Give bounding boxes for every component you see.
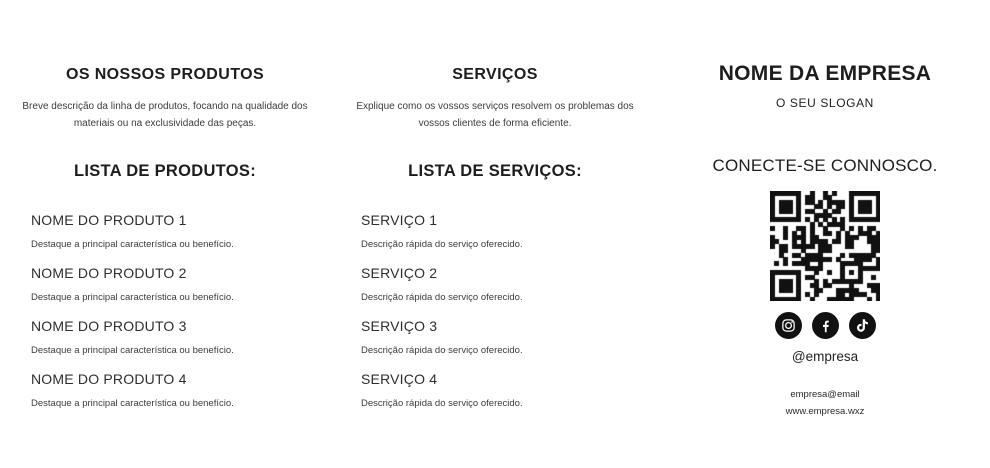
company-email: empresa@email: [790, 389, 860, 400]
product-name: NOME DO PRODUTO 2: [31, 265, 187, 281]
qr-code: [770, 191, 880, 301]
services-description: Explique como os vossos serviços resolvem os problemas dos vossos clientes de forma eficiente.: [356, 101, 634, 129]
product-name: NOME DO PRODUTO 4: [31, 371, 187, 387]
products-panel: [0, 0, 330, 468]
social-handle: @empresa: [791, 349, 859, 364]
services-list-title: LISTA DE SERVIÇOS:: [408, 162, 582, 180]
company-panel: [660, 0, 990, 468]
company-slogan: O SEU SLOGAN: [776, 96, 874, 110]
list-item: [31, 318, 330, 356]
instagram-icon: [775, 312, 802, 339]
list-item: [361, 318, 660, 356]
service-name: SERVIÇO 3: [361, 318, 438, 334]
list-item: [31, 212, 330, 250]
list-item: [361, 212, 660, 250]
company-name: NOME DA EMPRESA: [718, 62, 932, 85]
services-panel: [330, 0, 660, 468]
product-description: Destaque a principal característica ou benefício.: [31, 345, 234, 356]
products-description: Breve descrição da linha de produtos, focando na qualidade dos materiais ou na exclusividade das peças.: [22, 101, 308, 129]
services-list: [330, 212, 660, 409]
service-name: SERVIÇO 1: [361, 212, 438, 228]
list-item: [361, 371, 660, 409]
product-description: Destaque a principal característica ou benefício.: [31, 292, 234, 303]
products-list: [0, 212, 330, 409]
company-website: www.empresa.wxz: [785, 406, 865, 417]
service-description: Descrição rápida do serviço oferecido.: [361, 239, 523, 250]
service-description: Descrição rápida do serviço oferecido.: [361, 292, 523, 303]
list-item: [31, 265, 330, 303]
service-name: SERVIÇO 4: [361, 371, 438, 387]
service-name: SERVIÇO 2: [361, 265, 438, 281]
list-item: [361, 265, 660, 303]
products-heading: OS NOSSOS PRODUTOS: [65, 66, 265, 83]
connect-title: CONECTE-SE CONNOSCO.: [712, 156, 938, 175]
services-heading: SERVIÇOS: [452, 66, 538, 83]
facebook-icon: [812, 312, 839, 339]
products-list-title: LISTA DE PRODUTOS:: [73, 162, 257, 180]
social-icons-row: [660, 312, 990, 339]
product-description: Destaque a principal característica ou benefício.: [31, 398, 234, 409]
list-item: [31, 371, 330, 409]
qr-code-image: [770, 191, 880, 301]
product-name: NOME DO PRODUTO 1: [31, 212, 187, 228]
product-description: Destaque a principal característica ou benefício.: [31, 239, 234, 250]
service-description: Descrição rápida do serviço oferecido.: [361, 398, 523, 409]
service-description: Descrição rápida do serviço oferecido.: [361, 345, 523, 356]
product-name: NOME DO PRODUTO 3: [31, 318, 187, 334]
tiktok-icon: [849, 312, 876, 339]
